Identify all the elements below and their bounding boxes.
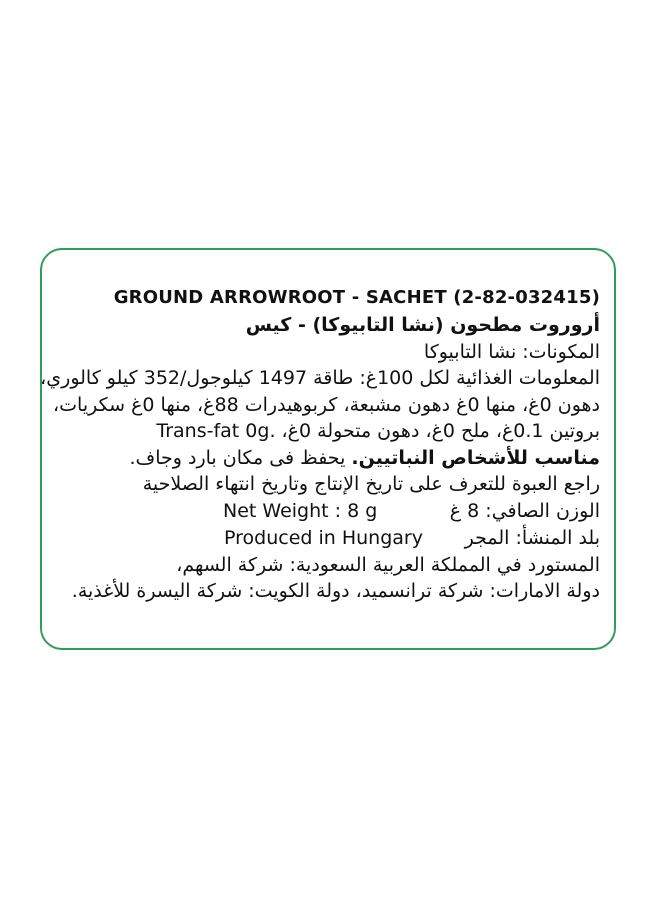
net-weight-arabic: الوزن الصافي: 8 غ bbox=[449, 499, 600, 522]
nutrition-line-3 bbox=[62, 418, 600, 445]
origin-arabic: بلد المنشأ: المجر bbox=[464, 526, 600, 549]
importer-ksa-line: المستورد في المملكة العربية السعودية: شركة السهم، bbox=[176, 553, 600, 576]
check-package-line: راجع العبوة للتعرف على تاريخ الإنتاج وتاريخ انتهاء الصلاحية bbox=[142, 473, 600, 495]
product-title-english: GROUND ARROWROOT - SACHET (2-82-032415) bbox=[113, 287, 600, 308]
trans-fat-english: Trans-fat 0g. bbox=[156, 420, 276, 442]
importer-uae-kuwait-line: دولة الامارات: شركة ترانسميد، دولة الكويت: شركة اليسرة للأغذية. bbox=[71, 580, 600, 602]
nutrition-line-1: المعلومات الغذائية لكل 100غ: طاقة 1497 كيلوجول/352 كيلو كالوري، bbox=[40, 367, 600, 389]
net-weight-row bbox=[62, 498, 600, 525]
nutrition-line-3-arabic: بروتين 0.1غ، ملح 0غ، دهون متحولة 0غ، bbox=[281, 420, 600, 442]
vegan-note: مناسب للأشخاص النباتيين. bbox=[351, 446, 600, 469]
storage-note: يحفظ فى مكان بارد وجاف. bbox=[129, 446, 346, 469]
origin-english: Produced in Hungary bbox=[224, 526, 423, 549]
product-title-arabic: أروروت مطحون (نشا التابيوكا) - كيس bbox=[245, 314, 600, 336]
ingredients-line: المكونات: نشا التابيوكا bbox=[423, 340, 600, 363]
vegan-storage-line bbox=[62, 445, 600, 472]
label-content bbox=[40, 284, 600, 605]
origin-row bbox=[62, 525, 600, 552]
product-label-card bbox=[40, 248, 616, 650]
nutrition-line-2: دهون 0غ، منها 0غ دهون مشبعة، كربوهيدرات 88غ، منها 0غ سكريات، bbox=[53, 393, 600, 416]
net-weight-english: Net Weight : 8 g bbox=[223, 499, 378, 522]
